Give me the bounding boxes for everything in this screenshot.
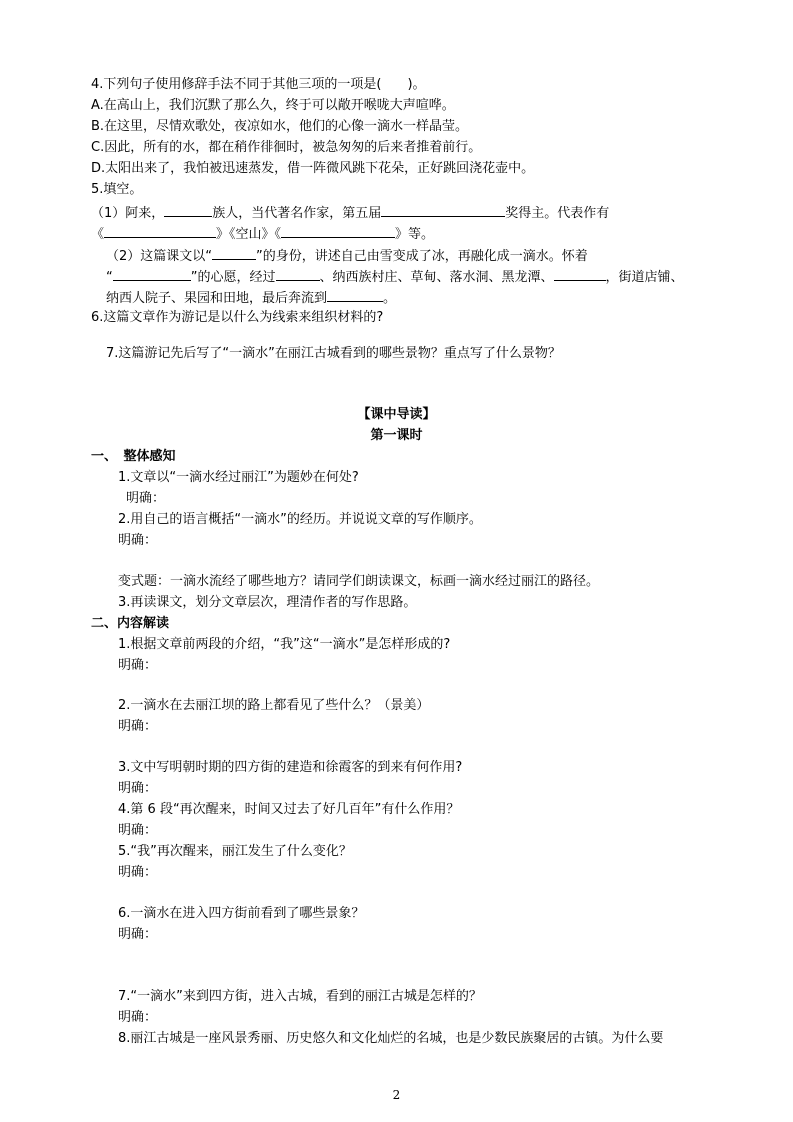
question-5-2-line-3 (106, 288, 396, 308)
part-2-question-2: 2.一滴水在去丽江坝的路上都看见了些什么？（景美） (118, 698, 430, 713)
fill-blank[interactable] (276, 267, 320, 281)
part-1-question-1: 1.文章以“一滴水经过丽江”为题妙在何处? (118, 470, 359, 485)
section-title: 【课中导读】 (357, 407, 436, 422)
fill-text: 奖得主。代表作有 (505, 206, 610, 221)
fill-text: 、纳西族村庄、草甸、落水洞、黑龙潭、 (319, 270, 554, 285)
question-4-option-b: B.在这里，尽情欢歌处，夜凉如水，他们的心像一滴水一样晶莹。 (91, 119, 469, 134)
part-2-question-7: 7.“一滴水”来到四方街，进入古城，看到的丽江古城是怎样的？ (118, 989, 482, 1004)
part-1-variant-question: 变式题：一滴水流经了哪些地方？请同学们朗读课文，标画一滴水经过丽江的路径。 (118, 574, 600, 589)
part-2-question-1: 1.根据文章前两段的介绍，“我”这“一滴水”是怎样形成的? (118, 637, 451, 652)
part-2-answer-3: 明确： (118, 781, 158, 796)
question-7: 7.这篇游记先后写了“一滴水”在丽江古城看到的哪些景物？重点写了什么景物？ (106, 346, 561, 361)
fill-blank[interactable] (212, 246, 256, 260)
part-1-answer-2: 明确： (118, 533, 158, 548)
fill-blank[interactable] (554, 267, 606, 281)
fill-text: “ (106, 270, 113, 285)
fill-text: 族人，当代著名作家，第五届 (212, 206, 382, 221)
fill-text: 》《空山》《 (216, 227, 282, 242)
question-4-option-a: A.在高山上，我们沉默了那么久，终于可以敞开喉咙大声喧哗。 (91, 98, 455, 113)
part-2-heading: 二、内容解读 (91, 616, 170, 631)
fill-text: （2）这篇课文以“ (106, 249, 213, 264)
fill-blank[interactable] (281, 224, 395, 238)
part-2-question-6: 6.一滴水在进入四方街前看到了哪些景象？ (118, 906, 365, 921)
fill-blank[interactable] (381, 203, 505, 217)
question-5: 5.填空。 (91, 182, 143, 197)
question-5-1-line-2 (91, 224, 434, 244)
question-4: 4.下列句子使用修辞手法不同于其他三项的一项是( )。 (91, 77, 426, 92)
part-2-answer-1: 明确： (118, 658, 158, 673)
question-5-2-line-1 (106, 246, 588, 266)
fill-blank[interactable] (104, 224, 216, 238)
page-number: 2 (392, 1088, 401, 1102)
part-1-heading: 一、 整体感知 (91, 449, 176, 464)
fill-text: （1）阿来， (91, 206, 165, 221)
part-2-answer-2: 明确： (118, 719, 158, 734)
question-5-2-line-2 (106, 267, 684, 287)
part-2-question-4: 4.第 6 段“再次醒来，时间又过去了好几百年”有什么作用？ (118, 802, 460, 817)
section-subtitle: 第一课时 (370, 428, 423, 443)
part-2-answer-5: 明确： (118, 865, 158, 880)
fill-text: 纳西人院子、果园和田地，最后奔流到 (106, 291, 328, 306)
fill-blank[interactable] (164, 203, 212, 217)
part-2-question-3: 3.文中写明朝时期的四方街的建造和徐霞客的到来有何作用? (118, 760, 463, 775)
part-2-question-5: 5.“我”再次醒来，丽江发生了什么变化？ (118, 844, 352, 859)
part-1-question-2: 2.用自己的语言概括“一滴水”的经历。并说说文章的写作顺序。 (118, 512, 482, 527)
part-1-question-3: 3.再读课文，划分文章层次，理清作者的写作思路。 (118, 595, 417, 610)
fill-text: ，街道店铺、 (605, 270, 684, 285)
part-2-question-8: 8.丽江古城是一座风景秀丽、历史悠久和文化灿烂的名城，也是少数民族聚居的古镇。为什么要 (118, 1031, 664, 1046)
question-5-1-line-1 (91, 203, 609, 223)
part-2-answer-6: 明确： (118, 927, 158, 942)
question-4-option-d: D.太阳出来了，我怕被迅速蒸发，借一阵微风跳下花朵，正好跳回浇花壶中。 (91, 161, 535, 176)
question-4-option-c: C.因此，所有的水，都在稍作徘徊时，被急匆匆的后来者推着前行。 (91, 140, 482, 155)
fill-text: 》等。 (395, 227, 435, 242)
fill-blank[interactable] (113, 267, 191, 281)
part-2-answer-4: 明确： (118, 823, 158, 838)
fill-text: ”的心愿，经过 (190, 270, 276, 285)
question-6: 6.这篇文章作为游记是以什么为线索来组织材料的? (91, 310, 384, 325)
fill-text: 。 (383, 291, 397, 306)
fill-text: 《 (91, 227, 105, 242)
fill-blank[interactable] (327, 288, 383, 302)
part-2-answer-7: 明确： (118, 1010, 158, 1025)
part-1-answer-1: 明确： (126, 491, 166, 506)
fill-text: ”的身份，讲述自己由雪变成了冰，再融化成一滴水。怀着 (256, 249, 588, 264)
